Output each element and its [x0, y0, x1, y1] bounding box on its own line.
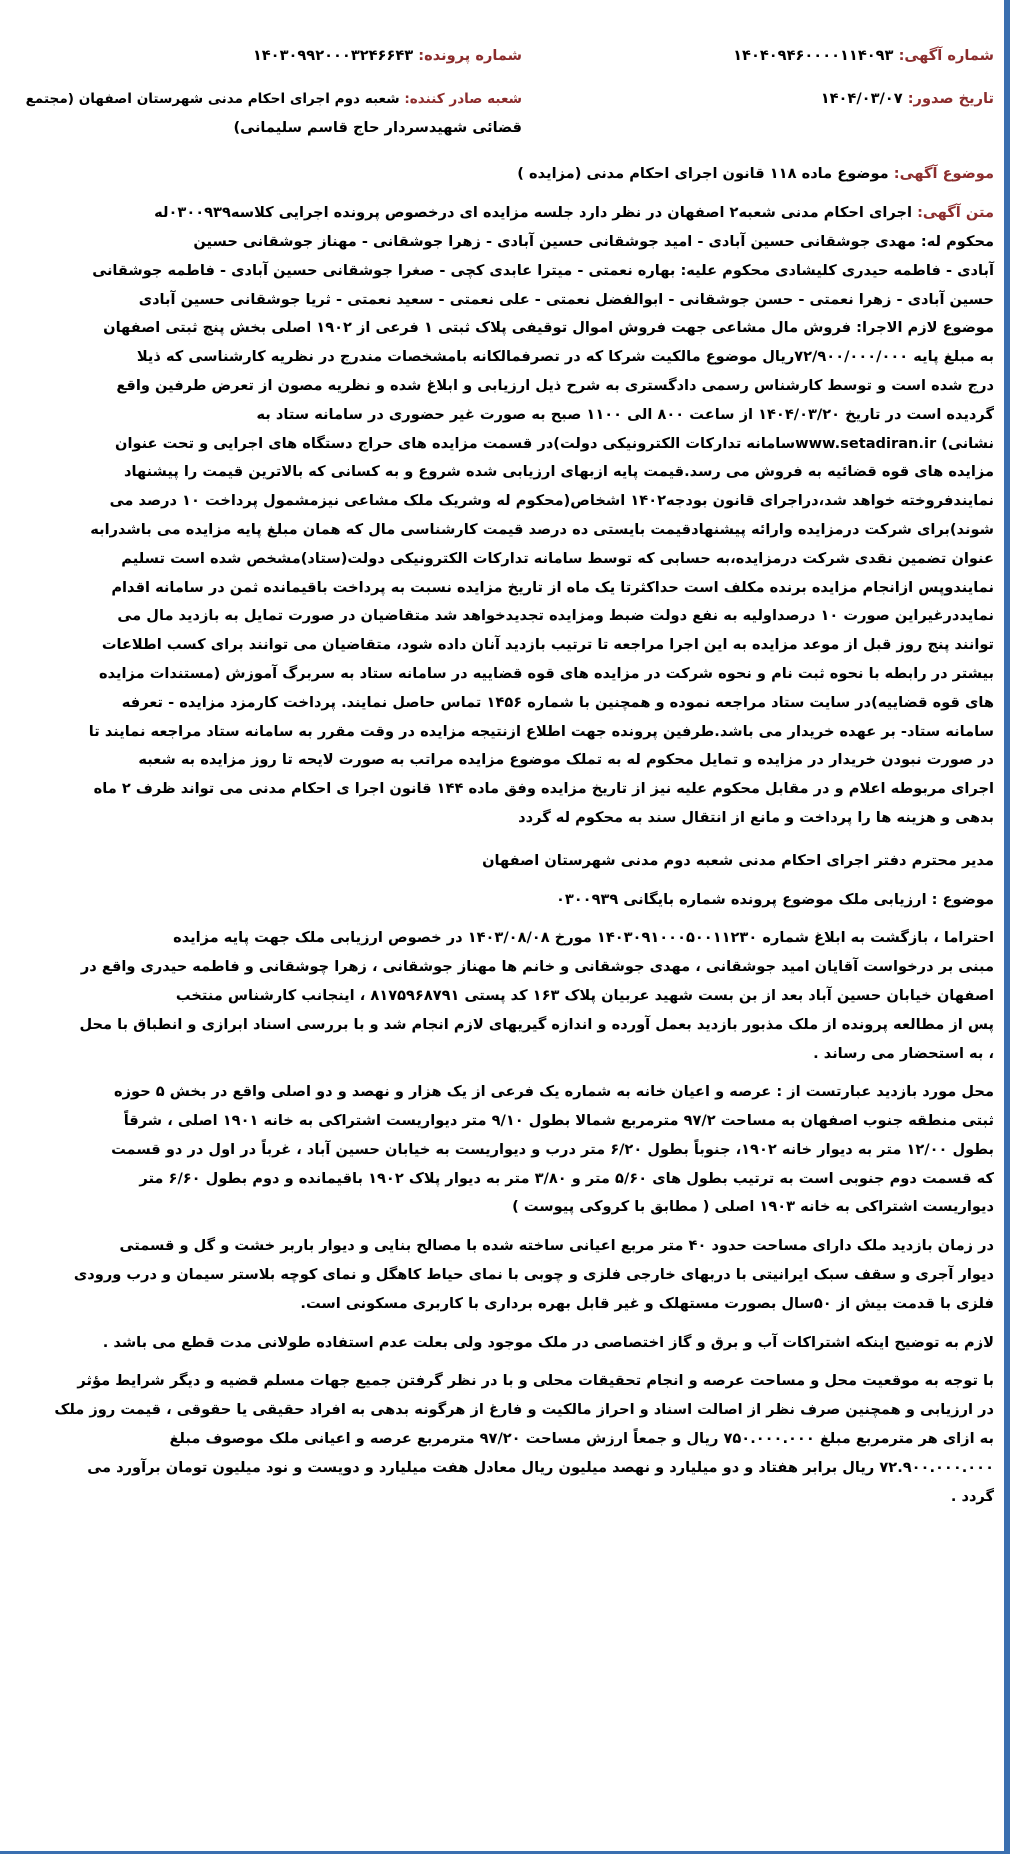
report-paragraph-5 [22, 1367, 994, 1511]
body-line: های قوه قضاییه)در سایت ستاد مراجعه نموده و همچنین با شماره ۱۴۵۶ تماس حاصل نمایند. پرداخت کارمزد مزایده - تعرفه [121, 693, 994, 711]
body-line: بدهی و هزینه ها را پرداخت و مانع از انتقال سند به محکوم له گردد [518, 808, 994, 826]
notice-subject-label: موضوع آگهی: [893, 165, 994, 183]
body-line: نمایددرغیراین صورت ۱۰ درصداولیه به نفع دولت ضبط ومزایده تجدیدخواهد شد متقاضیان در صورت تمایل به بازدید مال می [117, 607, 994, 625]
issuing-branch-label: شعبه صادر کننده: [404, 90, 522, 107]
body-line: بیشتر در رابطه با نحوه ثبت نام و نحوه شرکت در مزایده های قوه قضاییه در سامانه ستاد به سربرگ آموزش (مستندات مزایده [99, 664, 994, 682]
case-number [22, 42, 522, 71]
report-paragraph-1 [22, 924, 994, 1068]
case-number-label: شماره پرونده: [418, 47, 522, 64]
notice-subject-value: موضوع ماده ۱۱۸ قانون اجرای احکام مدنی (مزایده ) [517, 165, 889, 183]
header-row-2 [22, 85, 994, 143]
body-line: درج شده است و توسط کارشناس رسمی دادگستری به شرح ذیل ارزیابی و ابلاغ شده و نظریه مصون از تعرض طرفین واقع [116, 376, 994, 394]
report-line: پس از مطالعه پرونده از ملک مذبور بازدید بعمل آورده و اندازه گیریهای لازم انجام شد و با بررسی اسناد ابرازی و انطباق با محل [79, 1015, 994, 1033]
report-line: بطول ۱۲/۰۰ متر به دیوار خانه ۱۹۰۲، جنوباً بطول ۶/۲۰ متر درب و دیواریست به خیابان حسین آباد ، غرباً در اول در دو قسمت [111, 1140, 994, 1158]
report-subject: موضوع : ارزیابی ملک موضوع پرونده شماره بایگانی ۰۳۰۰۹۳۹ [555, 890, 994, 908]
report-line: اصفهان خیابان حسین آباد بعد از بن بست شهید عربیان پلاک ۱۶۳ کد پستی ۸۱۷۵۹۶۸۷۹۱ ، اینجانب کارشناس منتخب [175, 986, 994, 1004]
report-line: احتراما ، بازگشت به ابلاغ شماره ۱۴۰۳۰۹۱۰۰۰۵۰۰۱۱۲۳۰ مورخ ۱۴۰۳/۰۸/۰۸ در خصوص ارزیابی ملک جهت پایه مزایده [173, 929, 994, 947]
issuing-branch [22, 85, 522, 143]
issuing-branch-value-1: شعبه دوم اجرای احکام مدنی شهرستان اصفهان (مجتمع [25, 90, 400, 107]
report-paragraph-3 [22, 1232, 994, 1318]
case-number-value: ۱۴۰۳۰۹۹۲۰۰۰۳۲۴۶۶۴۳ [252, 47, 414, 64]
body-line: محکوم له: مهدی جوشقانی حسین آبادی - امید جوشقانی حسین آبادی - زهرا جوشقانی - مهناز جوشقانی حسین [193, 232, 994, 250]
notice-body-label: متن آگهی: [917, 204, 994, 222]
body-line: اجرای مربوطه اعلام و در مقابل محکوم علیه نیز از تاریخ مزایده وفق ماده ۱۴۴ قانون اجرا ی احکام مدنی می تواند ظرف ۲ ماه [93, 780, 994, 798]
report-line: ۷۲.۹۰۰.۰۰۰.۰۰۰ ریال برابر هفتاد و دو میلیارد و نهصد میلیون ریال معادل هفت میلیارد و دویست و نود میلیون تومان برآورد می [87, 1458, 994, 1476]
issue-date-value: ۱۴۰۴/۰۳/۰۷ [820, 89, 903, 107]
notice-body-first-line: اجرای احکام مدنی شعبه۲ اصفهان در نظر دارد جلسه مزایده ای درخصوص پرونده اجرایی کلاسه۰۳۰۰۹۳۹له [154, 204, 912, 222]
body-line: در صورت نبودن خریدار در مزایده و تمایل محکوم له به تملک موضوع مزایده مراتب به صورت لایحه تا روز مزایده به شعبه [138, 751, 994, 769]
report-paragraph-4: لازم به توضیح اینکه اشتراکات آب و برق و گاز اختصاصی در ملک موجود ولی بعلت عدم استفاده طولانی مدت قطع می باشد . [102, 1333, 994, 1351]
report-line: گردد . [950, 1487, 994, 1505]
report-paragraph-2 [22, 1078, 994, 1222]
issuing-branch-value-2: قضائی شهیدسردار حاج قاسم سلیمانی) [233, 118, 522, 136]
body-line: حسین آبادی - زهرا نعمتی - حسن جوشقانی - ابوالفضل نعمتی - علی نعمتی - سعید نعمتی - ثریا جوشقانی حسین آبادی [138, 290, 994, 308]
report-addressee: مدیر محترم دفتر اجرای احکام مدنی شعبه دوم مدنی شهرستان اصفهان [482, 851, 994, 869]
body-line: نمایندوپس ازانجام مزایده برنده مکلف است حداکثرتا یک ماه از تاریخ مزایده نسبت به پرداخت باقیمانده ثمن در سامانه اقدام [111, 578, 994, 596]
body-line: موضوع لازم الاجرا: فروش مال مشاعی جهت فروش اموال توقیفی پلاک ثبتی ۱ فرعی از ۱۹۰۲ اصلی بخش پنج ثبتی اصفهان [103, 319, 994, 337]
body-line: شوند)برای شرکت درمزایده وارائه پیشنهادقیمت بایستی ده درصد قیمت کارشناسی مال که همان مبلغ پایه مزایده می باشدرابه [90, 520, 994, 538]
body-line: توانند پنج روز قبل از موعد مزایده به این اجرا مراجعه تا ترتیب بازدید آنان داده شود، متقاضیان می توانند برای کسب اطلاعات [101, 636, 994, 654]
report-line: به ازای هر مترمربع مبلغ ۷۵۰.۰۰۰.۰۰۰ ریال و جمعاً ارزش مساحت ۹۷/۲۰ مترمربع عرصه و اعیانی ملک موصوف مبلغ [169, 1430, 994, 1448]
report-line: دیوار آجری و سقف سبک ایرانیتی با دربهای خارجی فلزی و چوبی با نمای حیاط کاهگل و نمای کوچه بلاستر سیمان و درب ورودی [73, 1266, 994, 1284]
report-line: که قسمت دوم جنوبی است به ترتیب بطول های ۵/۶۰ متر و ۳/۸۰ متر به دیوار پلاک ۱۹۰۲ باقیمانده و دوم بطول ۶/۶۰ متر [139, 1169, 994, 1187]
body-line: گردیده است در تاریخ ۱۴۰۴/۰۳/۲۰ از ساعت ۸۰۰ الی ۱۱۰۰ صبح به صورت غیر حضوری در سامانه ستاد به [256, 405, 994, 423]
report-line: دیواریست اشتراکی به خانه ۱۹۰۳ اصلی ( مطابق با کروکی پیوست ) [512, 1198, 994, 1216]
body-line: سامانه ستاد- بر عهده خریدار می باشد.طرفین پرونده جهت اطلاع ازنتیجه مزایده در وقت مقرر به سامانه ستاد مراجعه نمایند تا [88, 722, 994, 740]
notice-body [22, 199, 994, 833]
report-line: با توجه به موقعیت محل و مساحت عرصه و انجام تحقیقات محلی و با در نظر گرفتن جمیع جهات مسلم قضیه و دیگر شرایط مؤثر [77, 1372, 994, 1390]
notice-number-label: شماره آگهی: [898, 47, 994, 64]
report-line: ثبتی منطقه جنوب اصفهان به مساحت ۹۷/۲ مترمربع شمالا بطول ۹/۱۰ متر دیواریست اشتراکی به خانه ۱۹۰۱ اصلی ، شرقاً [123, 1112, 994, 1130]
body-line: مزایده های قوه قضائیه به فروش می رسد.قیمت پایه ازبهای ارزیابی شده شروع و به کسانی که بالاترین قیمت را پیشنهاد [123, 463, 994, 481]
body-line: عنوان تضمین نقدی شرکت درمزایده،به حسابی که توسط سامانه تدارکات الکترونیکی دولت(ستاد)مشخص شده است تسلیم [121, 549, 994, 567]
notice-subject [22, 160, 994, 189]
body-line: نشانی) www.setadiran.irسامانه تدارکات الکترونیکی دولت)در قسمت مزایده های حراج دستگاه های اجرایی و تحت عنوان [114, 434, 994, 452]
report-line: فلزی با قدمت بیش از ۵۰سال بصورت مستهلک و غیر قابل بهره برداری با کاربری مسکونی است. [300, 1294, 994, 1312]
report-line: در زمان بازدید ملک دارای مساحت حدود ۴۰ متر مربع اعیانی ساخته شده با مصالح بنایی و دیوار باربر خشت و گل و قسمتی [119, 1237, 994, 1255]
body-line: نمایندفروخته خواهد شد،دراجرای قانون بودجه۱۴۰۲ اشخاص(محکوم له وشریک ملک مشاعی نیزمشمول پرداخت ۱۰ درصد می [109, 492, 994, 510]
issue-date [554, 85, 994, 114]
report-line: در ارزیابی و همچنین صرف نظر از اصالت اسناد و احراز مالکیت و فارغ از هرگونه بدهی به افراد حقیقی یا حقوقی ، قیمت روز ملک [54, 1401, 994, 1419]
issue-date-label: تاریخ صدور: [907, 89, 994, 107]
notice-number [554, 42, 994, 71]
notice-number-value: ۱۴۰۴۰۹۴۶۰۰۰۰۱۱۴۰۹۳ [733, 47, 894, 64]
body-line: به مبلغ پایه ۷۲/۹۰۰/۰۰۰/۰۰۰ریال موضوع مالکیت شرکا که در تصرفمالکانه بامشخصات مندرج در نظریه کارشناسی که ذیلا [136, 348, 994, 366]
report-line: مبنی بر درخواست آقایان امید جوشقانی ، مهدی جوشقانی و خانم ها مهناز جوشقانی ، زهرا چوشقانی و فاطمه حیدری واقع در [80, 958, 994, 976]
report-line: محل مورد بازدید عبارتست از : عرصه و اعیان خانه به شماره یک فرعی از یک هزار و نهصد و دو اصلی واقع در بخش ۵ حوزه [114, 1083, 994, 1101]
body-line: آبادی - فاطمه حیدری کلیشادی محکوم علیه: بهاره نعمتی - میترا عابدی کچی - صغرا جوشقانی حسین آبادی - فاطمه جوشقانی [92, 261, 994, 279]
report-line: ، به استحضار می رساند . [813, 1044, 994, 1062]
header-row-1 [22, 42, 994, 71]
notice-document [22, 42, 994, 1511]
